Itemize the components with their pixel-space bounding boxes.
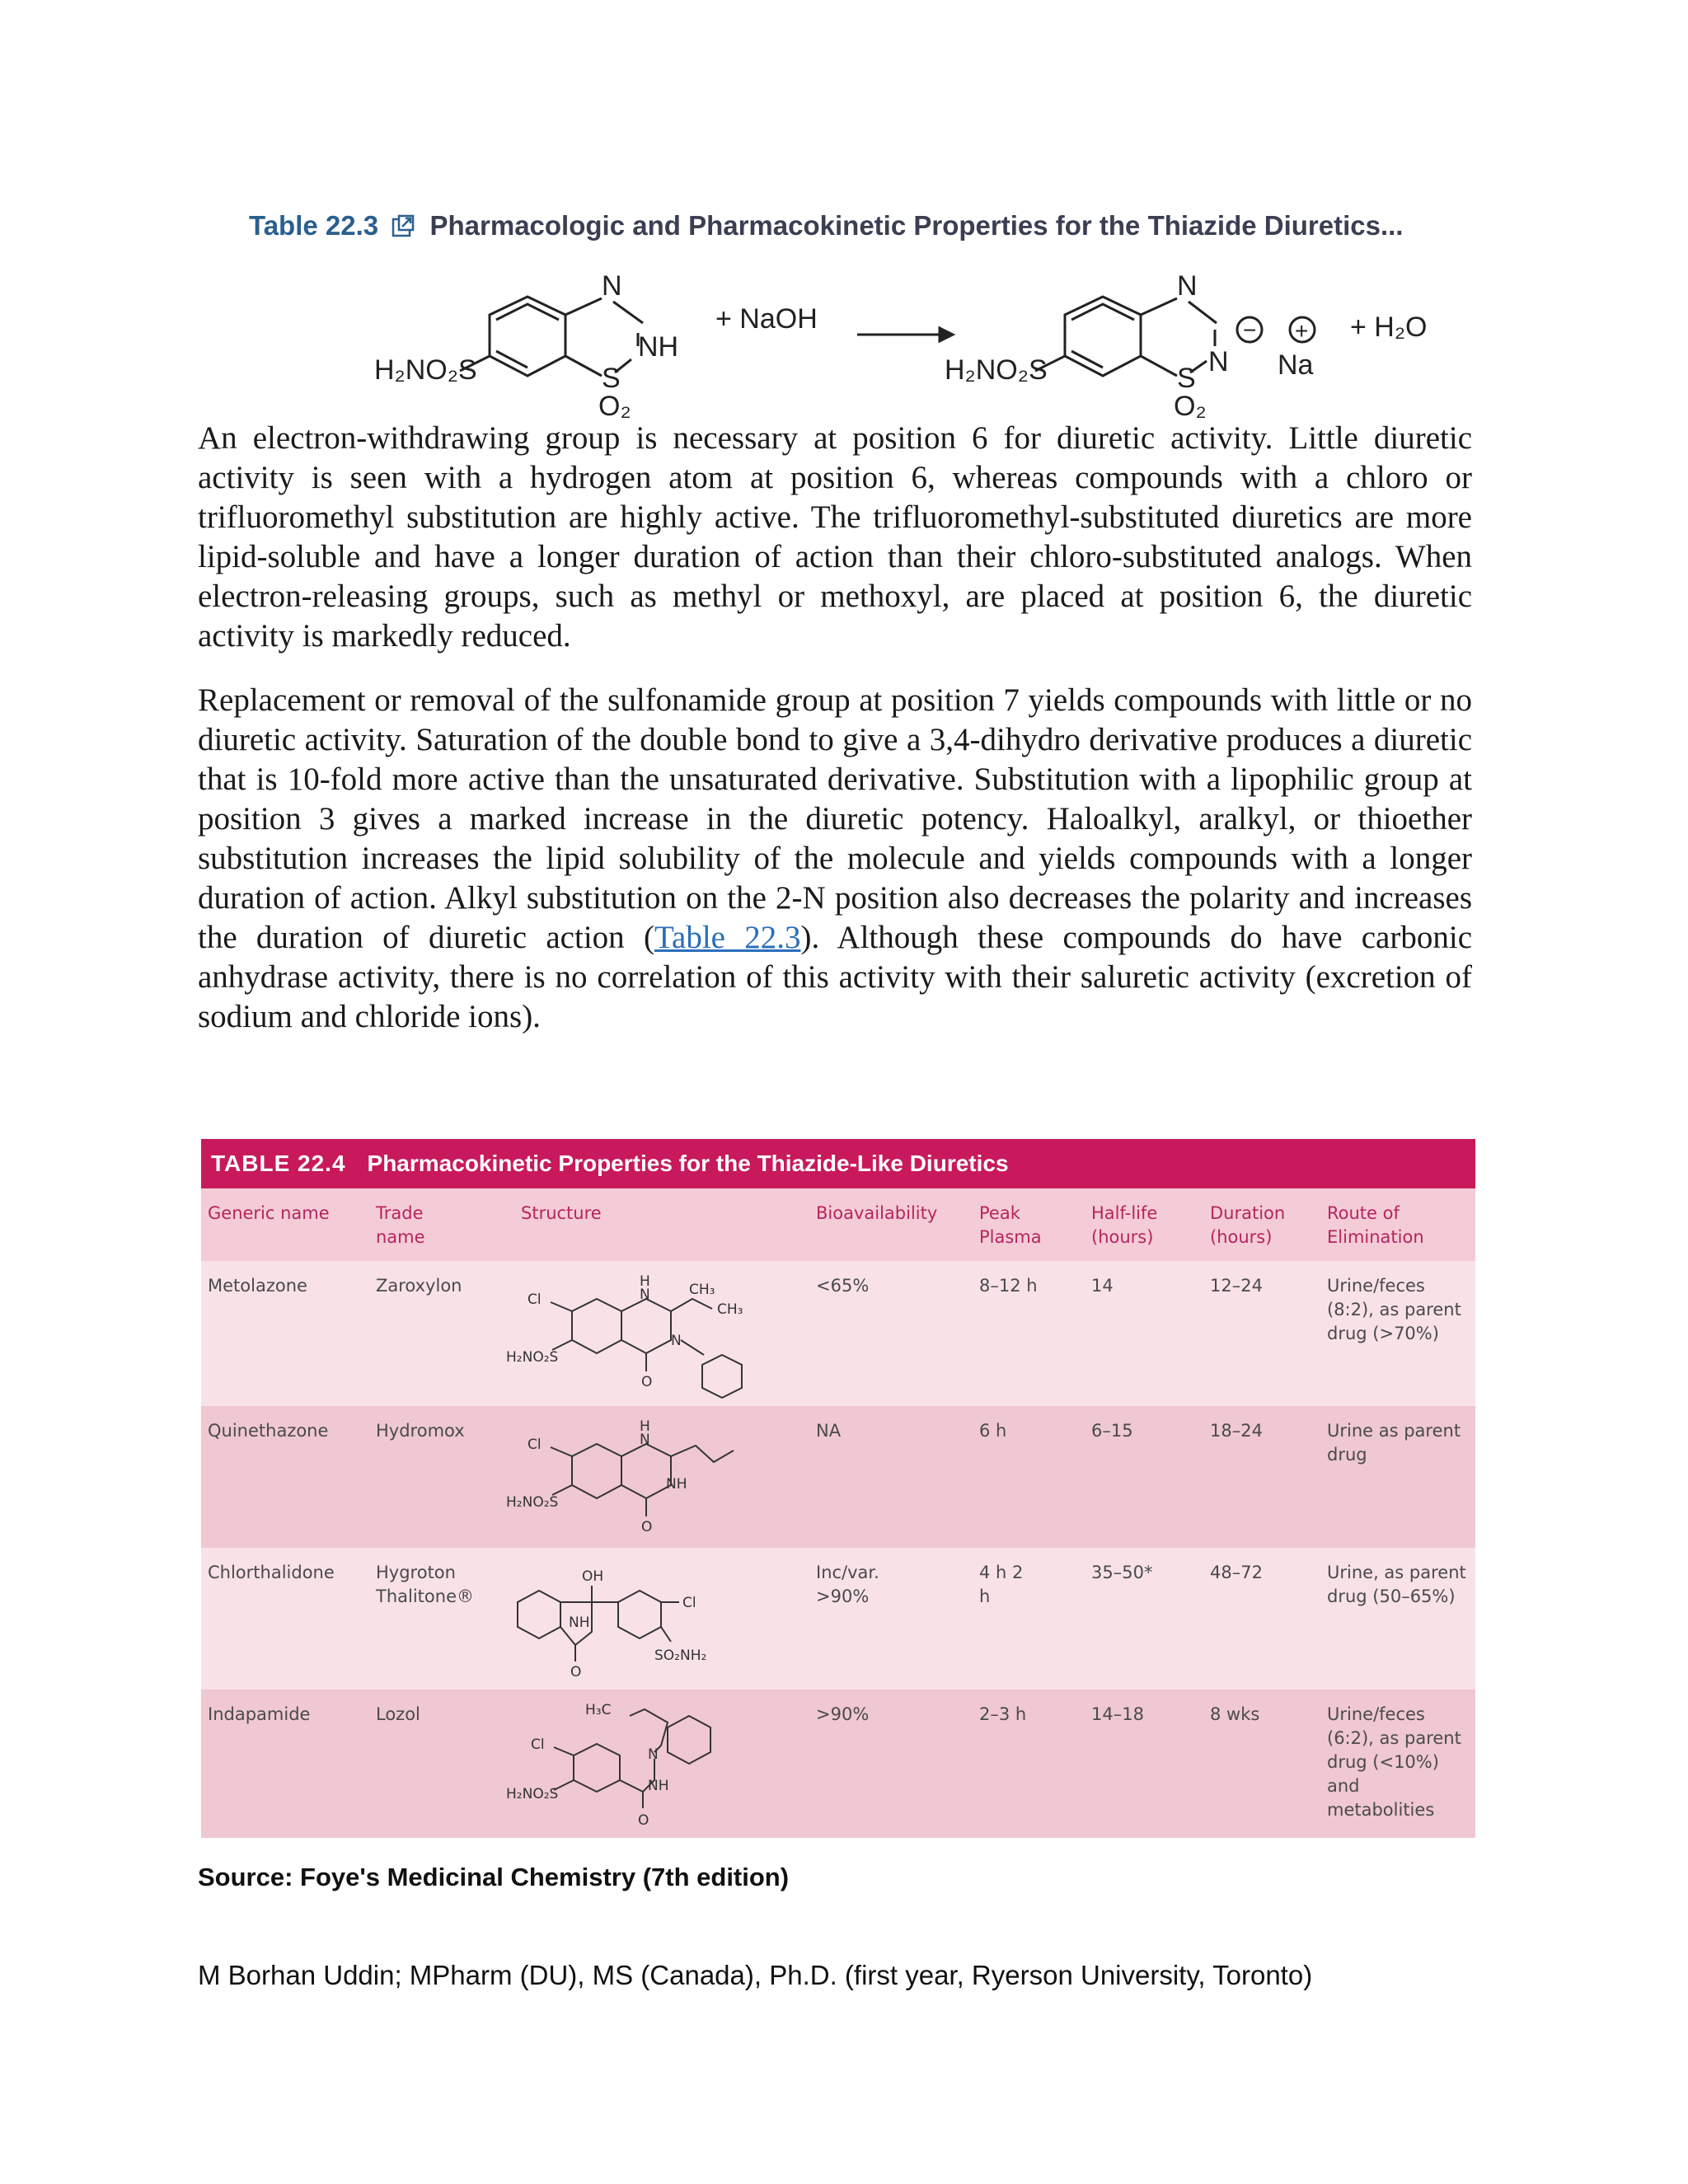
table-row [201, 1548, 1475, 1690]
half-life: 35–50* [1091, 1563, 1153, 1582]
half-life: 6–15 [1091, 1421, 1133, 1441]
peak-plasma: 4 h 2 h [979, 1563, 1024, 1606]
trade-name: Lozol [376, 1704, 420, 1724]
column-headers [201, 1188, 1475, 1261]
struct-nh: NH [648, 1778, 669, 1794]
generic-name: Indapamide [208, 1704, 311, 1724]
struct-group: H₂NO₂S [506, 1786, 559, 1802]
struct-cl: Cl [531, 1736, 545, 1753]
product-o2: O₂ [1174, 391, 1207, 420]
struct-h: H [640, 1273, 650, 1290]
bioavailability: NA [816, 1421, 842, 1441]
trade-name: Hydromox [376, 1421, 465, 1441]
struct-n: N [648, 1746, 659, 1763]
struct-o: O [638, 1812, 649, 1829]
struct-ch3-b: CH₃ [717, 1301, 743, 1318]
reactant-group: H₂NO₂S [374, 354, 477, 386]
table-header-bar [201, 1139, 1475, 1188]
col-generic-name: Generic name [208, 1203, 330, 1223]
generic-name: Chlorthalidone [208, 1563, 335, 1582]
indapamide-structure [506, 1694, 770, 1840]
route: Urine/feces (6:2), as parent drug (<10%) and metabolities [1327, 1704, 1461, 1820]
bioavailability: Inc/var. >90% [816, 1563, 879, 1606]
external-link-icon[interactable] [391, 213, 415, 238]
table-22-3-link[interactable]: Table 22.3 [654, 920, 801, 955]
col-duration: Duration (hours) [1210, 1203, 1286, 1247]
metolazone-structure [506, 1266, 770, 1406]
table-label: TABLE 22.4 [211, 1151, 346, 1176]
generic-name: Quinethazone [208, 1421, 329, 1441]
struct-o: O [570, 1664, 582, 1680]
col-bioavailability: Bioavailability [816, 1203, 938, 1223]
reactant-s: S [602, 363, 621, 394]
struct-o: O [641, 1519, 653, 1535]
table-title: Pharmacokinetic Properties for the Thiazide-Like Diuretics [367, 1151, 1009, 1176]
table-row [201, 1690, 1475, 1838]
reaction-arrow [857, 328, 953, 341]
peak-plasma: 2–3 h [979, 1704, 1027, 1724]
water-product: + H₂O [1350, 312, 1428, 343]
reaction-scheme [363, 264, 1467, 420]
route: Urine as parent drug [1327, 1421, 1461, 1465]
source-citation: Source: Foye's Medicinal Chemistry (7th edition) [198, 1863, 790, 1891]
struct-ch3-a: CH₃ [689, 1282, 715, 1298]
struct-n1: N [640, 1286, 650, 1303]
product-n-top: N [1177, 270, 1198, 302]
half-life: 14 [1091, 1276, 1114, 1296]
struct-h: H [640, 1418, 650, 1435]
struct-nh: NH [569, 1615, 590, 1631]
struct-h3c: H₃C [585, 1702, 612, 1718]
bioavailability: >90% [816, 1704, 870, 1724]
plus-charge: + [1295, 318, 1309, 344]
struct-oh: OH [582, 1568, 604, 1585]
struct-n2: N [671, 1333, 682, 1349]
duration: 8 wks [1210, 1704, 1260, 1724]
struct-cl: Cl [528, 1291, 542, 1308]
table-row [201, 1261, 1475, 1406]
struct-n1: N [640, 1432, 650, 1448]
col-trade-name: Trade name [376, 1203, 425, 1247]
product-group: H₂NO₂S [945, 354, 1048, 386]
half-life: 14–18 [1091, 1704, 1144, 1724]
struct-nh: NH [666, 1476, 687, 1493]
product-n: N [1208, 346, 1229, 377]
table-row [201, 1406, 1475, 1548]
paragraph-2-end: ). Although these compounds do have carbonic anhydrase activity, there is no correlation of this activity with their saluretic activity (excretion of sodium and chloride ions). [198, 920, 1472, 1034]
table-caption [249, 210, 1485, 241]
col-route: Route of Elimination [1327, 1203, 1424, 1247]
cation: Na [1278, 349, 1314, 381]
caption-number: Table 22.3 [249, 210, 379, 241]
paragraph-2-start: Replacement or removal of the sulfonamide group at position 7 yields compounds with little or no diuretic activity. Saturation of the double bond to give a 3,4-dihydro derivative produces a diuretic that is 10-fold more active than the unsaturated derivative. Substitution with a lipophilic group at position 3 gives a marked increase in the diuretic potency. Haloalkyl, aralkyl, or thioether substitution increases the lipid solubility of the molecule and yields compounds with a longer duration of action. Alkyl substitution on the 2-N position also decreases the polarity and increases the duration of diuretic action ( [198, 682, 1472, 955]
reagent: + NaOH [715, 303, 818, 335]
reactant-nh: NH [638, 331, 679, 363]
minus-charge: − [1243, 317, 1257, 343]
product-s: S [1177, 363, 1196, 394]
duration: 12–24 [1210, 1276, 1263, 1296]
col-half-life: Half-life (hours) [1091, 1203, 1158, 1247]
col-structure: Structure [521, 1203, 602, 1223]
reactant-n: N [602, 270, 622, 302]
route: Urine, as parent drug (50–65%) [1327, 1563, 1466, 1606]
struct-group: SO₂NH₂ [654, 1647, 707, 1664]
paragraph-1: An electron-withdrawing group is necessary at position 6 for diuretic activity. Little diuretic activity is seen with a hydrogen atom at position 6, whereas compounds with a chloro or trifluoromethyl substitution are highly active. The trifluoromethyl-substituted diuretics are more lipid-soluble and have a longer duration of action than their chloro-substituted analogs. When electron-releasing groups, such as methyl or methoxyl, are placed at position 6, the diuretic activity is markedly reduced. [198, 420, 1472, 654]
author-line: M Borhan Uddin; MPharm (DU), MS (Canada), Ph.D. (first year, Ryerson University, Toronto) [198, 1960, 1313, 1990]
thiazide-like-table [201, 1139, 1475, 1838]
quinethazone-structure [506, 1411, 770, 1548]
product-structure [1035, 297, 1315, 376]
duration: 48–72 [1210, 1563, 1263, 1582]
peak-plasma: 6 h [979, 1421, 1007, 1441]
duration: 18–24 [1210, 1421, 1263, 1441]
col-peak-plasma: Peak Plasma [979, 1203, 1042, 1247]
struct-o: O [641, 1374, 653, 1390]
route: Urine/feces (8:2), as parent drug (>70%) [1327, 1276, 1461, 1343]
trade-name: Hygroton Thalitone® [376, 1563, 474, 1606]
generic-name: Metolazone [208, 1276, 307, 1296]
trade-name: Zaroxylon [376, 1276, 462, 1296]
chlorthalidone-structure [506, 1553, 770, 1690]
struct-group: H₂NO₂S [506, 1494, 559, 1511]
bioavailability: <65% [816, 1276, 870, 1296]
peak-plasma: 8–12 h [979, 1276, 1038, 1296]
struct-cl: Cl [682, 1595, 696, 1611]
caption-title: Pharmacologic and Pharmacokinetic Properties for the Thiazide Diuretics... [429, 210, 1404, 241]
reactant-o2: O₂ [598, 391, 631, 420]
paragraph-2 [198, 681, 1472, 1037]
struct-group: H₂NO₂S [506, 1349, 559, 1366]
struct-cl: Cl [528, 1436, 542, 1453]
